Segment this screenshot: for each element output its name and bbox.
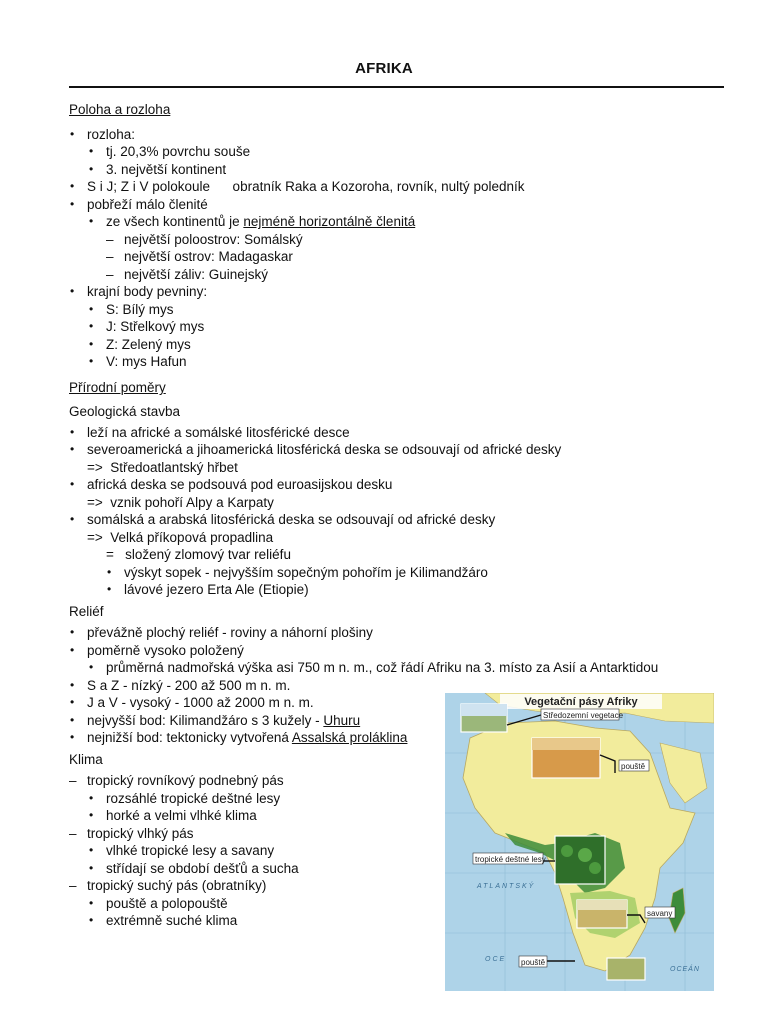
list-item: – tropický vlhký pás [87,825,194,842]
list-item: • severoamerická a jihoamerická litosférická deska se odsouvají od africké desky [87,441,561,458]
section-heading-prirodni: Přírodní poměry [69,380,166,395]
photo-south-desert [607,958,645,980]
label-destne: tropické deštné lesy [475,855,546,864]
list-item: – tropický rovníkový podnebný pás [87,772,284,789]
page-title: AFRIKA [355,60,413,77]
photo-desert-sky [532,738,600,750]
list-item: => Středoatlantský hřbet [87,460,238,475]
list-item: – největší poloostrov: Somálský [124,231,303,248]
list-item: • V: mys Hafun [106,353,187,370]
ocean-label-oce: OCE [485,956,507,963]
list-item: – největší ostrov: Madagaskar [124,248,293,265]
underlined-term: Uhuru [323,713,361,728]
list-item [87,712,360,729]
list-item: • rozsáhlé tropické deštné lesy [106,790,280,807]
list-item: • horké a velmi vlhké klima [106,807,257,824]
text-segment: ze všech kontinentů je [106,214,244,229]
photo-mediterranean-sky [461,704,507,716]
label-pouste-north: pouště [621,762,646,771]
list-item: • J a V - vysoký - 1000 až 2000 m n. m. [87,694,314,711]
subsection-heading-klima: Klima [69,752,103,767]
list-item: • J: Střelkový mys [106,318,204,335]
label-pouste-south: pouště [521,958,546,967]
tree-shape [561,845,573,857]
label-stredozemni: Středozemní vegetace [543,711,624,720]
list-item: • lávové jezero Erta Ale (Etiopie) [124,581,309,598]
list-item: • 3. největší kontinent [106,161,226,178]
map-title: Vegetační pásy Afriky [524,696,638,708]
label-savany: savany [647,909,673,918]
underlined-term: nejméně horizontálně členitá [243,214,416,229]
photo-rainforest [555,836,605,884]
list-item: • extrémně suché klima [106,912,237,929]
vegetation-map-figure [445,693,714,991]
list-item: • Z: Zelený mys [106,336,191,353]
list-item [106,213,415,230]
list-item: • S a Z - nízký - 200 až 500 m n. m. [87,677,290,694]
list-item: => vznik pohoří Alpy a Karpaty [87,495,274,510]
list-item: • africká deska se podsouvá pod euroasijskou desku [87,476,392,493]
tree-shape [589,862,601,874]
list-item: • S: Bílý mys [106,301,174,318]
subsection-heading-relief: Reliéf [69,604,104,619]
list-item: – tropický suchý pás (obratníky) [87,877,266,894]
ocean-label-ocean: OCEÁN [670,966,700,973]
list-item: => Velká příkopová propadlina [87,530,274,545]
text-segment: nejnižší bod: tektonicky vytvořená [87,730,292,745]
list-item [87,729,407,746]
title-rule [69,86,724,88]
list-item: = složený zlomový tvar reliéfu [106,547,291,562]
list-item: • vlhké tropické lesy a savany [106,842,274,859]
photo-savanna-sky [577,900,627,910]
section-heading-poloha: Poloha a rozloha [69,102,171,117]
subsection-heading-geologie: Geologická stavba [69,404,181,419]
list-item: • výskyt sopek - nejvyšším sopečným pohořím je Kilimandžáro [124,564,488,581]
underlined-term: Assalská proláklina [291,730,408,745]
list-item: • rozloha: [87,126,135,143]
list-item: • leží na africké a somálské litosférické desce [87,424,350,441]
list-item: • somálská a arabská litosférická deska se odsouvají od africké desky [87,511,495,528]
list-item: • pobřeží málo členité [87,196,208,213]
list-item: • střídají se období dešťů a sucha [106,860,299,877]
list-item: • S i J; Z i V polokoule obratník Raka a Kozoroha, rovník, nultý poledník [87,178,524,195]
list-item: • poměrně vysoko položený [87,642,244,659]
list-item: – největší záliv: Guinejský [124,266,268,283]
tree-shape [578,848,592,862]
ocean-label-atlantsky: ATLANTSKÝ [477,883,536,890]
list-item: • krajní body pevniny: [87,283,207,300]
list-item: • tj. 20,3% povrchu souše [106,143,250,160]
list-item: • pouště a polopouště [106,895,228,912]
list-item: • průměrná nadmořská výška asi 750 m n. m., což řádí Afriku na 3. místo za Asií a Antarktidou [106,659,658,676]
list-item: • převážně plochý reliéf - roviny a náhorní plošiny [87,624,373,641]
text-segment: nejvyšší bod: Kilimandžáro s 3 kužely - [87,713,324,728]
